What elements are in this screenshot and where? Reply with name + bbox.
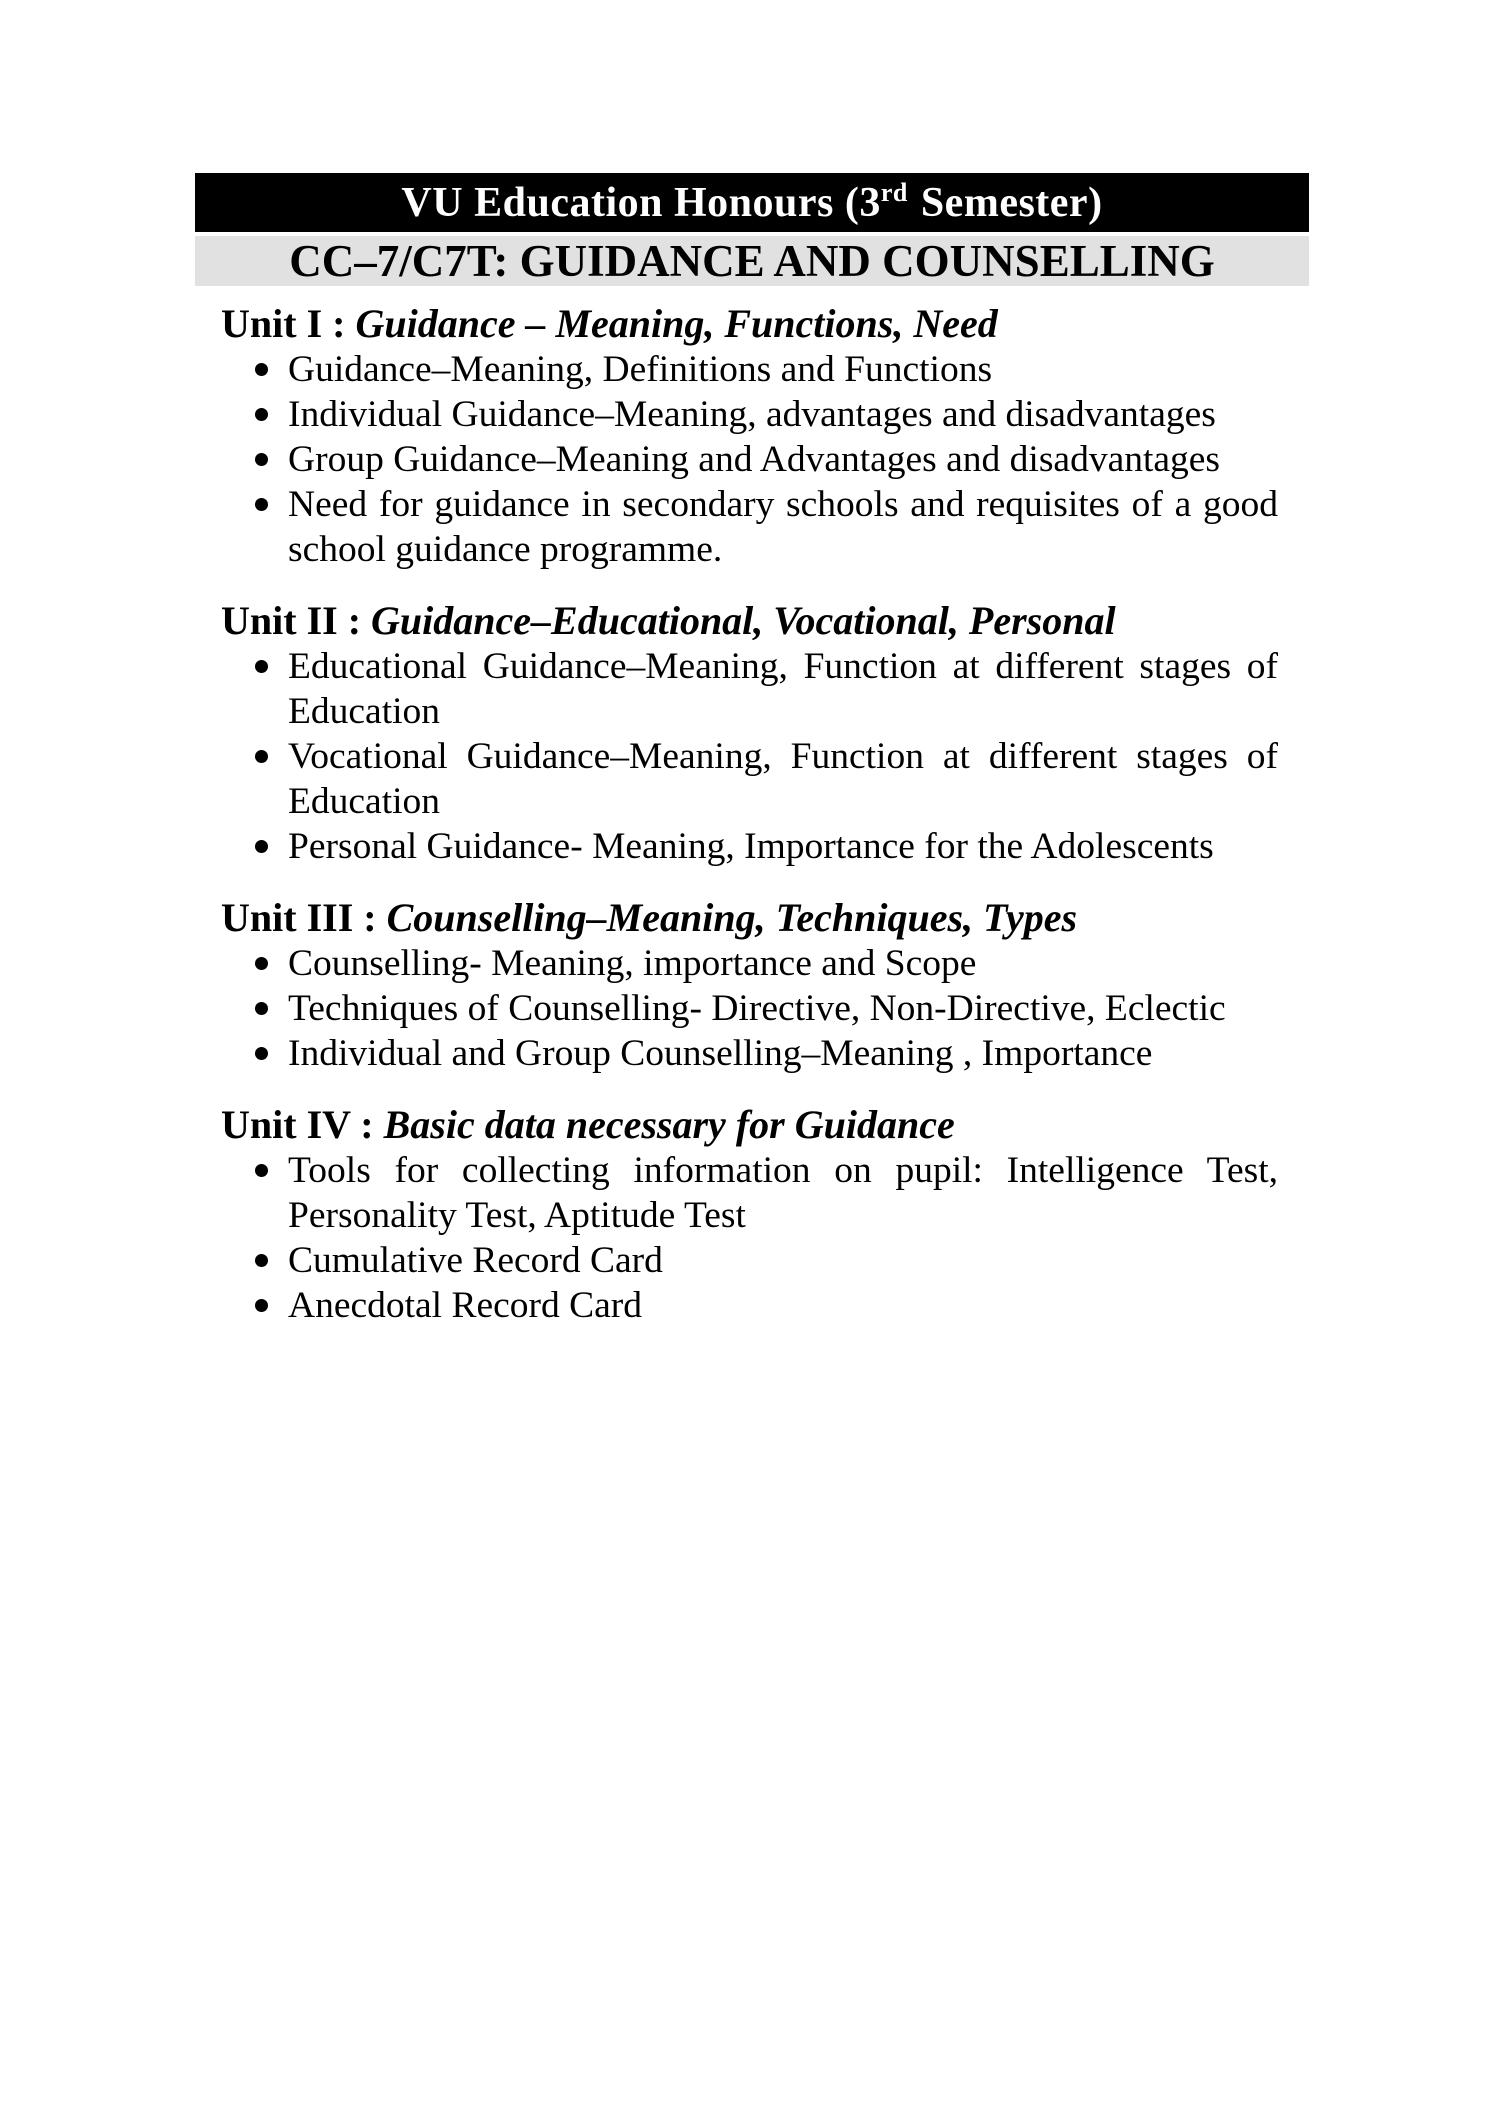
course-title: CC–7/C7T: GUIDANCE AND COUNSELLING — [289, 236, 1215, 286]
bullet-text: Techniques of Counselling- Directive, Non-Directive, Eclectic — [288, 988, 1226, 1029]
bullet-icon — [255, 1047, 268, 1060]
bullet-item — [221, 1031, 1278, 1076]
unit-label: Unit I : — [221, 301, 346, 346]
unit-title: Guidance – Meaning, Functions, Need — [355, 301, 998, 346]
bullet-text: Group Guidance–Meaning and Advantages and disadvantages — [288, 439, 1221, 480]
bullet-icon — [255, 408, 268, 421]
bullet-text: Personal Guidance- Meaning, Importance for the Adolescents — [288, 826, 1214, 867]
bullet-text: Counselling- Meaning, importance and Scope — [288, 943, 977, 984]
header-bar — [195, 173, 1309, 232]
bullet-item — [221, 644, 1278, 734]
unit-section-1 — [221, 300, 1278, 572]
unit-section-2 — [221, 597, 1278, 869]
bullet-item — [221, 941, 1278, 986]
header-title-superscript: rd — [880, 177, 908, 207]
bullet-text: Cumulative Record Card — [288, 1240, 663, 1281]
header-title-suffix: Semester) — [909, 179, 1103, 226]
bullet-icon — [255, 660, 268, 673]
bullet-item — [221, 1238, 1278, 1283]
bullet-text: Vocational Guidance–Meaning, Function at different stages of Education — [288, 736, 1278, 822]
bullet-icon — [255, 363, 268, 376]
bullet-icon — [255, 453, 268, 466]
bullet-item — [221, 347, 1278, 392]
unit-label: Unit IV : — [221, 1102, 374, 1147]
syllabus-content — [221, 286, 1278, 1328]
unit-section-4 — [221, 1101, 1278, 1328]
bullet-icon — [255, 1002, 268, 1015]
bullet-text: Anecdotal Record Card — [288, 1285, 643, 1326]
unit-label: Unit II : — [221, 598, 362, 643]
bullet-text: Individual Guidance–Meaning, advantages and disadvantages — [288, 394, 1216, 435]
bullet-item — [221, 482, 1278, 572]
header-title — [401, 179, 1102, 227]
course-title-bar — [195, 236, 1309, 286]
unit-title: Counselling–Meaning, Techniques, Types — [386, 895, 1078, 940]
unit-bullet-list — [221, 644, 1278, 869]
bullet-icon — [255, 1164, 268, 1177]
unit-heading — [221, 300, 1278, 347]
bullet-item — [221, 986, 1278, 1031]
unit-section-3 — [221, 894, 1278, 1076]
bullet-item — [221, 734, 1278, 824]
bullet-text: Educational Guidance–Meaning, Function at different stages of Education — [288, 646, 1278, 732]
bullet-icon — [255, 1254, 268, 1267]
unit-bullet-list — [221, 941, 1278, 1076]
unit-title: Guidance–Educational, Vocational, Personal — [371, 598, 1116, 643]
unit-heading — [221, 894, 1278, 941]
unit-bullet-list — [221, 1148, 1278, 1328]
unit-bullet-list — [221, 347, 1278, 572]
bullet-item — [221, 392, 1278, 437]
bullet-text: Need for guidance in secondary schools and requisites of a good school guidance programme. — [288, 484, 1278, 570]
bullet-text: Individual and Group Counselling–Meaning , Importance — [288, 1033, 1153, 1074]
bullet-item — [221, 1148, 1278, 1238]
bullet-icon — [255, 1299, 268, 1312]
unit-label: Unit III : — [221, 895, 377, 940]
bullet-item — [221, 437, 1278, 482]
header-title-prefix: VU Education Honours (3 — [401, 179, 881, 226]
unit-heading — [221, 597, 1278, 644]
bullet-icon — [255, 750, 268, 763]
unit-heading — [221, 1101, 1278, 1148]
bullet-icon — [255, 840, 268, 853]
bullet-item — [221, 1283, 1278, 1328]
bullet-item — [221, 824, 1278, 869]
bullet-icon — [255, 498, 268, 511]
bullet-icon — [255, 957, 268, 970]
bullet-text: Tools for collecting information on pupil: Intelligence Test, Personality Test, Aptitude Test — [288, 1150, 1278, 1236]
unit-title: Basic data necessary for Guidance — [383, 1102, 955, 1147]
bullet-text: Guidance–Meaning, Definitions and Functions — [288, 349, 993, 390]
